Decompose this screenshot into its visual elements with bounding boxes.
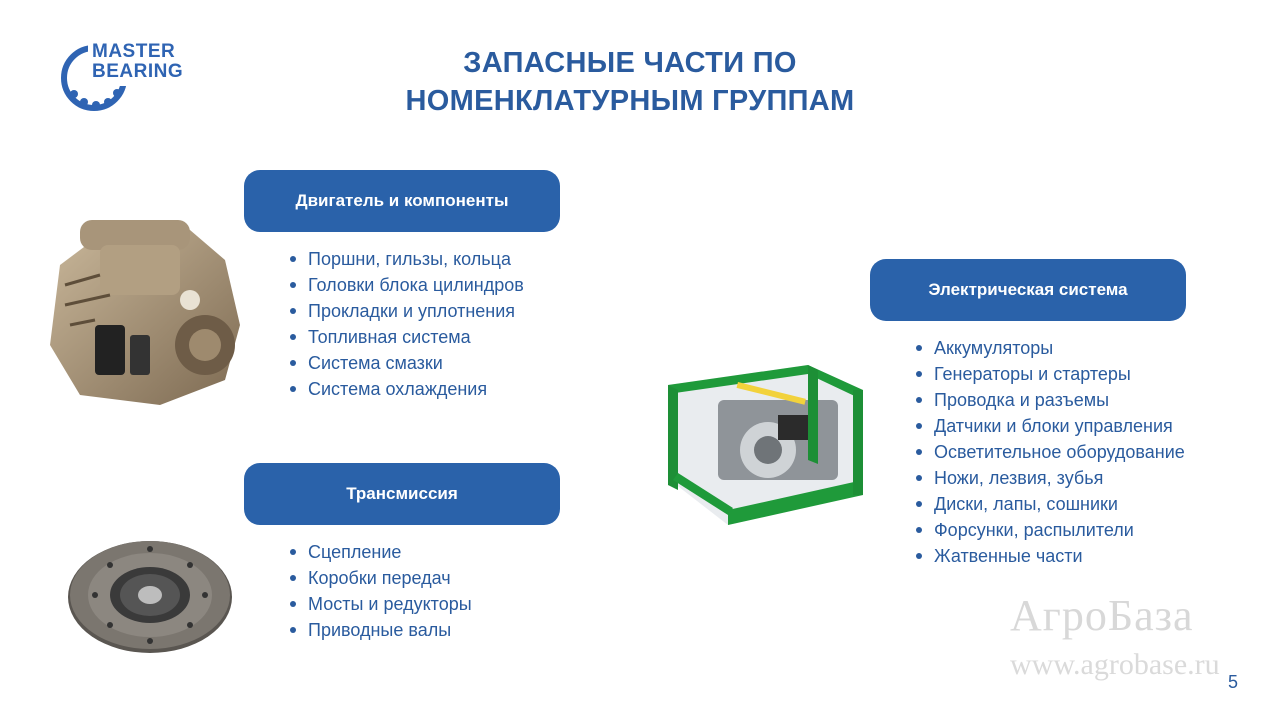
list-item: Генераторы и стартеры xyxy=(910,361,1185,387)
electrical-parts-list xyxy=(910,335,1185,569)
list-item: Проводка и разъемы xyxy=(910,387,1185,413)
list-item: Аккумуляторы xyxy=(910,335,1185,361)
watermark-name: АгроБаза xyxy=(1010,591,1194,640)
list-item: Датчики и блоки управления xyxy=(910,413,1185,439)
list-item: Система смазки xyxy=(284,350,524,376)
list-item: Система охлаждения xyxy=(284,376,524,402)
section-header-transmission: Трансмиссия xyxy=(244,463,560,525)
list-item: Мосты и редукторы xyxy=(284,591,472,617)
list-item: Осветительное оборудование xyxy=(910,439,1185,465)
logo-line-1: MASTER xyxy=(92,41,176,62)
page-number: 5 xyxy=(1228,672,1239,692)
engine-parts-list xyxy=(284,246,524,402)
list-item: Форсунки, распылители xyxy=(910,517,1185,543)
logo-line-2: BEARING xyxy=(92,61,184,82)
watermark-url: www.agrobase.ru xyxy=(1010,648,1220,681)
list-item: Диски, лапы, сошники xyxy=(910,491,1185,517)
list-item: Поршни, гильзы, кольца xyxy=(284,246,524,272)
list-item: Коробки передач xyxy=(284,565,472,591)
list-item: Ножи, лезвия, зубья xyxy=(910,465,1185,491)
brand-logo xyxy=(58,40,208,114)
list-item: Прокладки и уплотнения xyxy=(284,298,524,324)
page-title xyxy=(340,44,920,120)
list-item: Жатвенные части xyxy=(910,543,1185,569)
section-header-electrical: Электрическая система xyxy=(870,259,1186,321)
title-line-2: НОМЕНКЛАТУРНЫМ ГРУППАМ xyxy=(405,85,855,117)
list-item: Сцепление xyxy=(284,539,472,565)
engine-image xyxy=(40,205,246,411)
generator-image xyxy=(658,360,872,530)
section-header-engine: Двигатель и компоненты xyxy=(244,170,560,232)
title-line-1: ЗАПАСНЫЕ ЧАСТИ ПО xyxy=(463,47,797,79)
list-item: Топливная система xyxy=(284,324,524,350)
list-item: Головки блока цилиндров xyxy=(284,272,524,298)
clutch-disc-image xyxy=(65,535,235,655)
list-item: Приводные валы xyxy=(284,617,472,643)
transmission-parts-list xyxy=(284,539,472,643)
